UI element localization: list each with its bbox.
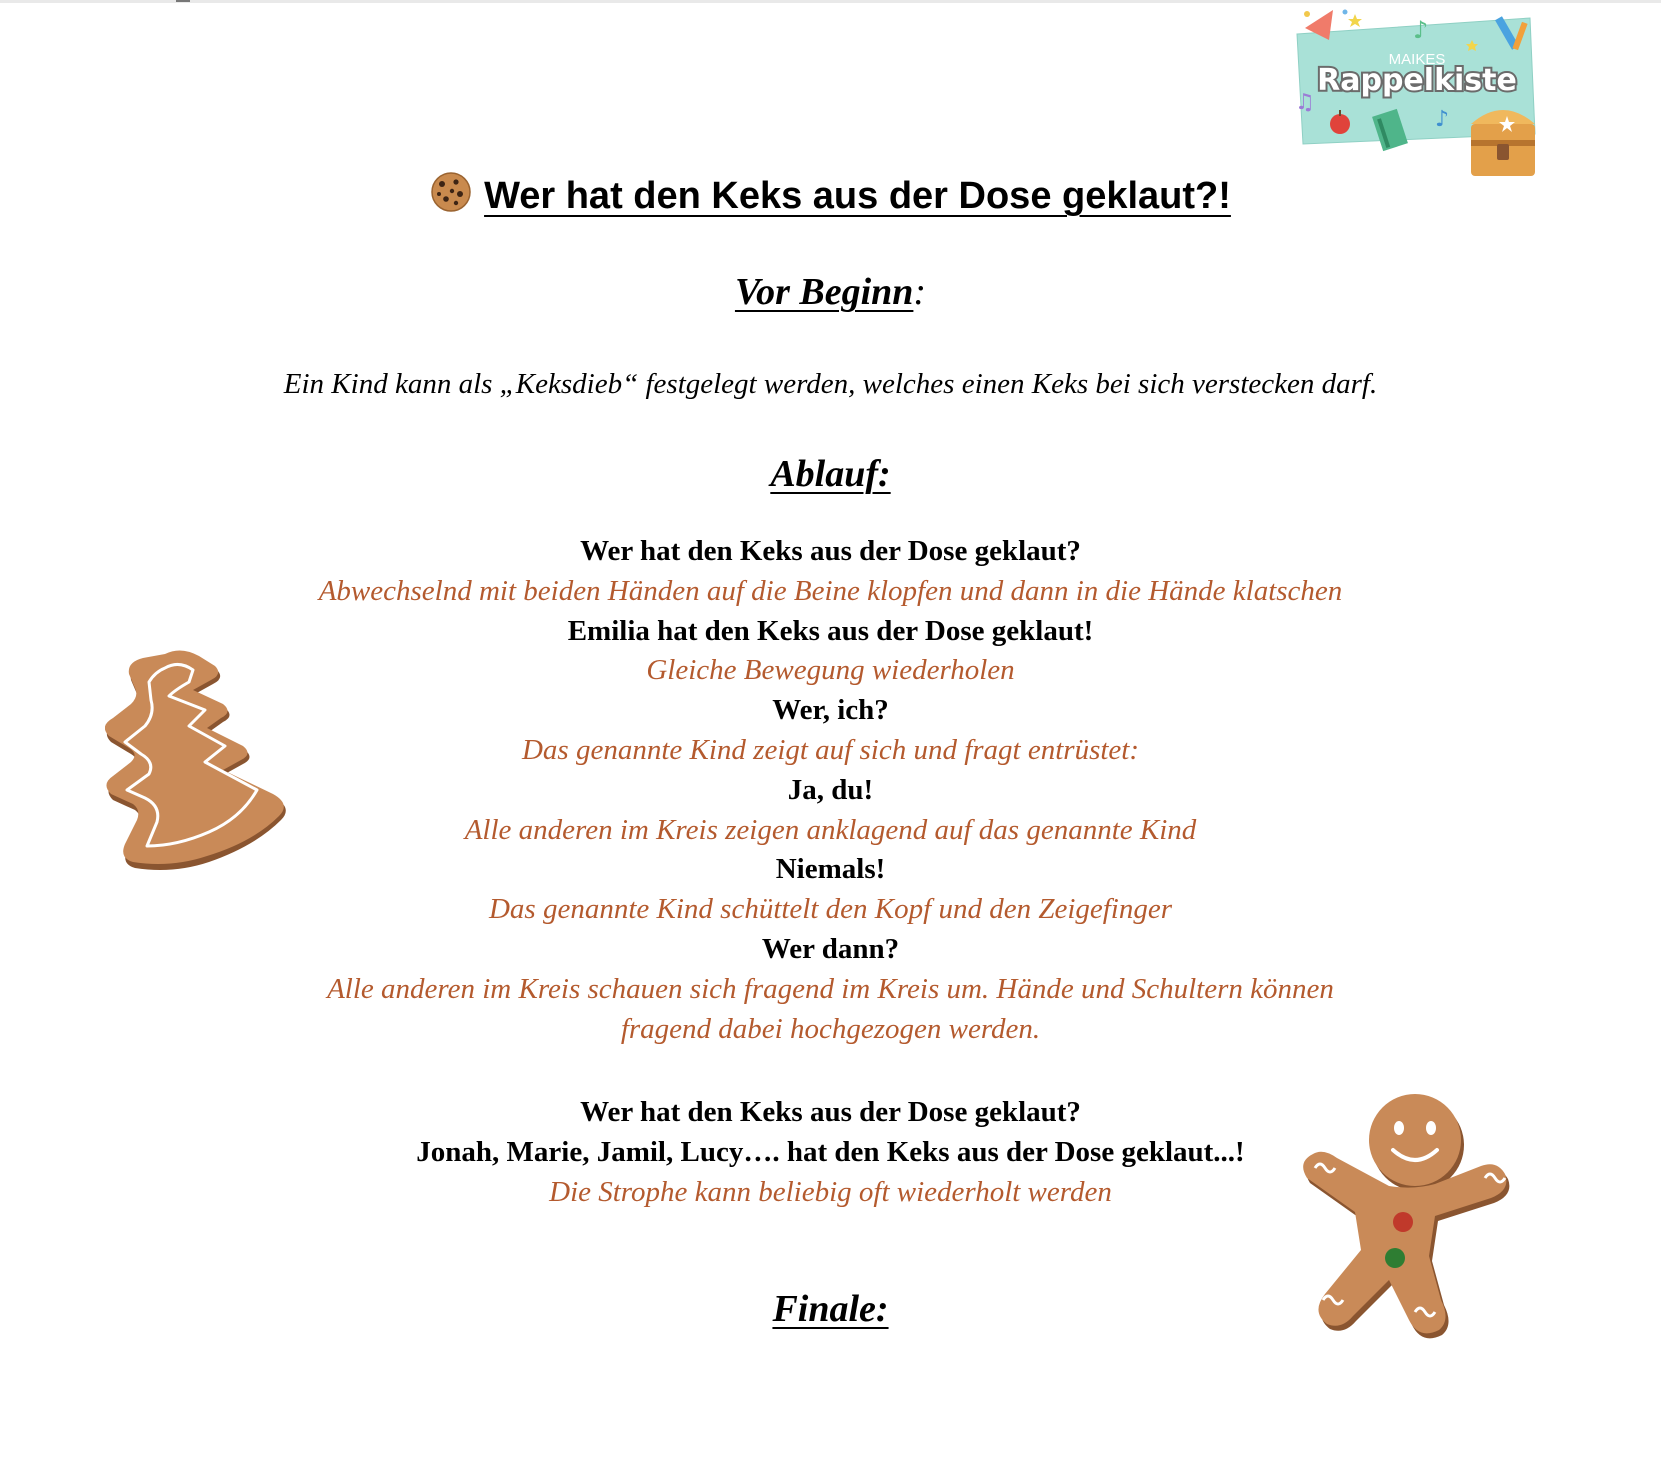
lyric-line: Ja, du! xyxy=(787,773,874,806)
cookie-emoji-icon xyxy=(430,172,472,212)
heading-ablauf: Ablauf: xyxy=(770,453,891,495)
action-line: Das genannte Kind schüttelt den Kopf und den Zeigefinger xyxy=(488,893,1173,926)
action-line: Die Strophe kann beliebig oft wiederholt werden xyxy=(549,1175,1112,1208)
title-text: Wer hat den Keks aus der Dose geklaut?! xyxy=(484,175,1231,217)
action-line: Gleiche Bewegung wiederholen xyxy=(646,654,1015,687)
svg-text:MAIKES: MAIKES xyxy=(1388,51,1446,68)
page-top-border xyxy=(0,0,1661,3)
action-line: fragend dabei hochgezogen werden. xyxy=(620,1012,1041,1045)
action-line: Abwechselnd mit beiden Händen auf die Beine klopfen und dann in die Hände klatschen xyxy=(318,574,1343,607)
page-corner-mark xyxy=(176,0,190,2)
page-title xyxy=(0,168,1661,224)
gingerbread-man-icon xyxy=(1285,1090,1535,1365)
svg-text:♪: ♪ xyxy=(1435,107,1450,132)
gingerbread-tree-icon xyxy=(105,650,305,875)
action-line: Das genannte Kind zeigt auf sich und fragt entrüstet: xyxy=(521,733,1139,766)
lyric-line: Wer dann? xyxy=(761,932,900,965)
svg-text:♫: ♫ xyxy=(1295,90,1315,115)
logo-rappelkiste xyxy=(1285,4,1555,189)
heading-vor-beginn: Vor Beginn: xyxy=(734,271,927,313)
lyric-line: Wer hat den Keks aus der Dose geklaut? xyxy=(580,1096,1081,1128)
heading-finale: Finale: xyxy=(772,1288,889,1330)
action-line: Alle anderen im Kreis zeigen anklagend auf das genannte Kind xyxy=(464,813,1197,846)
intro-text: Ein Kind kann als „Keksdieb“ festgelegt werden, welches einen Keks bei sich verstecken darf. xyxy=(283,368,1378,400)
action-line: Alle anderen im Kreis schauen sich fragend im Kreis um. Hände und Schultern können xyxy=(327,972,1334,1005)
svg-text:♪: ♪ xyxy=(1413,16,1429,44)
lyric-line: Wer, ich? xyxy=(772,694,889,727)
lyric-line: Jonah, Marie, Jamil, Lucy…. hat den Keks aus der Dose geklaut...! xyxy=(416,1135,1245,1168)
lyric-line: Wer hat den Keks aus der Dose geklaut? xyxy=(580,535,1081,567)
svg-text:Rappelkiste: Rappelkiste xyxy=(1317,63,1517,98)
lyric-line: Emilia hat den Keks aus der Dose geklaut! xyxy=(567,614,1094,647)
lyric-line: Niemals! xyxy=(775,853,886,886)
